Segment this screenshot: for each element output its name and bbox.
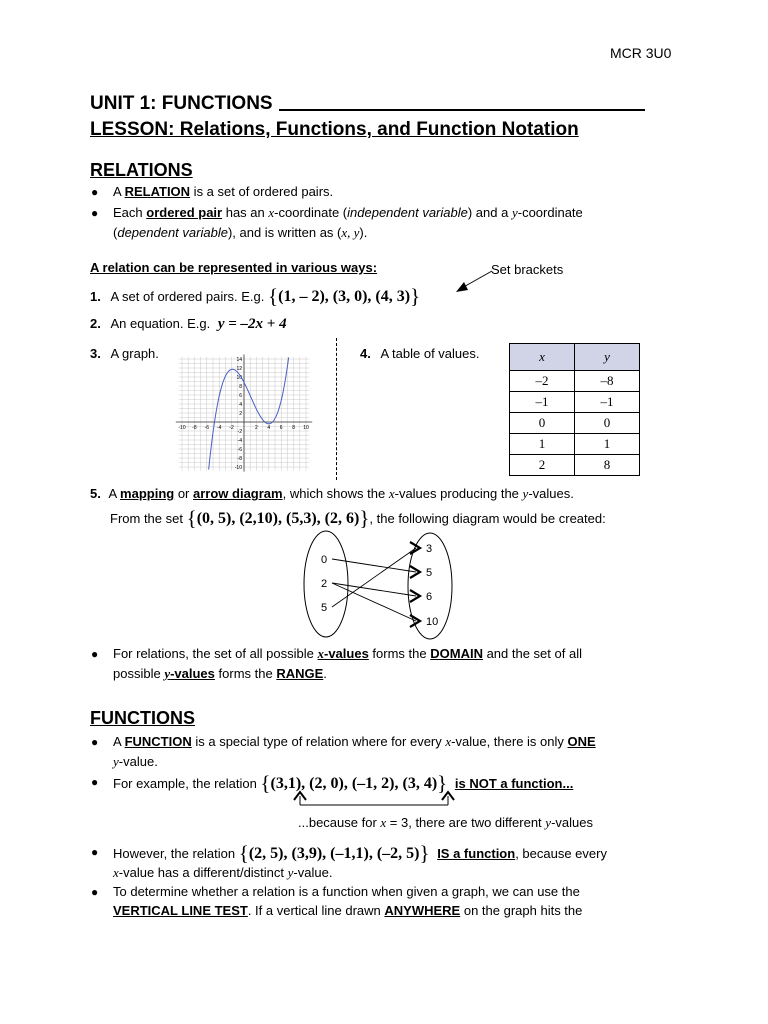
relation-graph: [174, 344, 314, 472]
item-3: 3. A graph.: [90, 346, 159, 361]
bullet-icon: ●: [91, 845, 99, 859]
y-tick-label: 4: [239, 402, 242, 408]
y-tick-label: 6: [239, 393, 242, 399]
y-tick-label: -10: [234, 465, 242, 471]
set-brackets-label: Set brackets: [491, 262, 564, 277]
domain-value: 2: [321, 578, 328, 590]
y-tick-label: 12: [236, 366, 242, 372]
term-one: ONE: [567, 734, 596, 749]
domain-value: 0: [321, 554, 328, 566]
x-tick-label: 10: [303, 425, 309, 431]
function-definition-line2: y-value.: [113, 754, 158, 769]
vertical-line-test-text-line2: VERTICAL LINE TEST. If a vertical line drawn ANYWHERE on the graph hits the: [113, 903, 583, 918]
item-5-line2: From the set {(0, 5), (2,10), (5,3), (2, 6)}, the following diagram would be created:: [110, 506, 606, 530]
item-5: 5. A mapping or arrow diagram, which shows the x-values producing the y-values.: [90, 486, 574, 501]
y-tick-label: 10: [236, 375, 242, 381]
mapping-arrow: [332, 583, 416, 596]
term-function: FUNCTION: [124, 734, 192, 749]
item-2: 2. An equation. E.g. y = –2x + 4: [90, 316, 287, 332]
course-code: MCR 3U0: [610, 45, 672, 61]
is-function-set: (2, 5), (3,9), (–1,1), (–2, 5): [248, 845, 420, 862]
mapping-arrow: [332, 559, 416, 572]
x-tick-label: -6: [204, 425, 210, 431]
example-set-1: (1, – 2), (3, 0), (4, 3): [278, 288, 411, 305]
graph-curve: [209, 357, 289, 469]
example-equation: y = –2x + 4: [217, 316, 287, 332]
repeated-x-bracket: [290, 790, 460, 808]
bullet-icon: ●: [91, 206, 99, 220]
ways-heading: A relation can be represented in various ways:: [90, 260, 378, 275]
vertical-line-test-text: To determine whether a relation is a function when given a graph, we can use the: [113, 884, 580, 899]
ordered-pair-definition: Each ordered pair has an x-coordinate (independent variable) and a y-coordinate: [113, 205, 583, 220]
term-anywhere: ANYWHERE: [384, 903, 461, 918]
table-of-values: [509, 343, 640, 476]
table-row: –2 –8: [510, 371, 640, 392]
range-value: 10: [426, 616, 439, 628]
table-row: –1 –1: [510, 392, 640, 413]
y-tick-label: -2: [237, 429, 242, 435]
table-header-x: x: [510, 344, 575, 371]
x-tick-label: -10: [178, 425, 186, 431]
y-tick-label: 14: [236, 357, 242, 363]
range-value: 3: [426, 543, 433, 555]
functions-heading: FUNCTIONS: [90, 708, 195, 728]
x-tick-label: 2: [255, 425, 258, 431]
item-4: 4. A table of values.: [360, 346, 480, 361]
domain-range-text: For relations, the set of all possible x-values forms the DOMAIN and the set of all: [113, 646, 582, 661]
mapping-diagram: [298, 528, 468, 642]
mapping-arrow: [332, 583, 416, 621]
bullet-icon: ●: [91, 735, 99, 749]
bullet-icon: ●: [91, 647, 99, 661]
y-tick-label: -6: [237, 447, 242, 453]
table-header-y: y: [575, 344, 640, 371]
not-function-label: is NOT a function...: [454, 776, 574, 791]
y-tick-label: 8: [239, 384, 242, 390]
function-definition: A FUNCTION is a special type of relation where for every x-value, there is only ONE: [113, 734, 596, 749]
term-arrow-diagram: arrow diagram: [193, 486, 283, 501]
relations-heading: RELATIONS: [90, 160, 193, 180]
is-function-example: However, the relation {(2, 5), (3,9), (–1,1), (–2, 5)} IS a function, because every: [113, 841, 607, 865]
lesson-title: LESSON: Relations, Functions, and Function Notation: [90, 119, 579, 140]
table-row: 2 8: [510, 455, 640, 476]
domain-range-text-line2: possible y-values forms the RANGE.: [113, 666, 327, 681]
is-function-example-line2: x-value has a different/distinct y-value.: [113, 865, 333, 880]
term-range: RANGE: [276, 666, 324, 681]
x-tick-label: 6: [279, 425, 283, 431]
table-row: 0 0: [510, 413, 640, 434]
domain-value: 5: [321, 602, 328, 614]
bullet-icon: ●: [91, 885, 99, 899]
relation-definition: A RELATION is a set of ordered pairs.: [113, 184, 334, 199]
y-tick-label: -4: [237, 438, 242, 444]
x-tick-label: -2: [229, 425, 234, 431]
x-tick-label: 8: [292, 425, 295, 431]
title-underline: [279, 109, 645, 111]
x-tick-label: 4: [267, 425, 271, 431]
term-vertical-line-test: VERTICAL LINE TEST: [113, 903, 248, 918]
is-function-label: IS a function: [437, 846, 516, 861]
bullet-icon: ●: [91, 185, 99, 199]
y-tick-label: 2: [239, 411, 242, 417]
because-text: ...because for x = 3, there are two different y-values: [298, 815, 593, 830]
item-1: 1. A set of ordered pairs. E.g. {(1, – 2), (3, 0), (4, 3)}: [90, 284, 421, 308]
set-brackets-arrow: [452, 268, 497, 298]
range-value: 6: [426, 591, 433, 603]
unit-title-text: UNIT 1: FUNCTIONS: [90, 93, 273, 114]
ordered-pair-definition-line2: (dependent variable), and is written as (x, y).: [113, 225, 368, 240]
table-row: 1 1: [510, 434, 640, 455]
range-value: 5: [426, 567, 433, 579]
x-tick-label: -4: [216, 425, 222, 431]
term-ordered-pair: ordered pair: [146, 205, 223, 220]
unit-title: [90, 93, 645, 115]
mapping-set: (0, 5), (2,10), (5,3), (2, 6): [196, 510, 360, 527]
not-function-example: For example, the relation {(3,1), (2, 0), (–1, 2), (3, 4)} is NOT a function...: [113, 771, 574, 795]
term-mapping: mapping: [120, 486, 175, 501]
column-divider: [336, 338, 337, 480]
not-function-set: (3,1), (2, 0), (–1, 2), (3, 4): [270, 775, 438, 792]
term-relation: RELATION: [124, 184, 191, 199]
bullet-icon: ●: [91, 775, 99, 789]
x-tick-label: -8: [192, 425, 197, 431]
term-domain: DOMAIN: [430, 646, 483, 661]
y-tick-label: -8: [237, 456, 242, 462]
